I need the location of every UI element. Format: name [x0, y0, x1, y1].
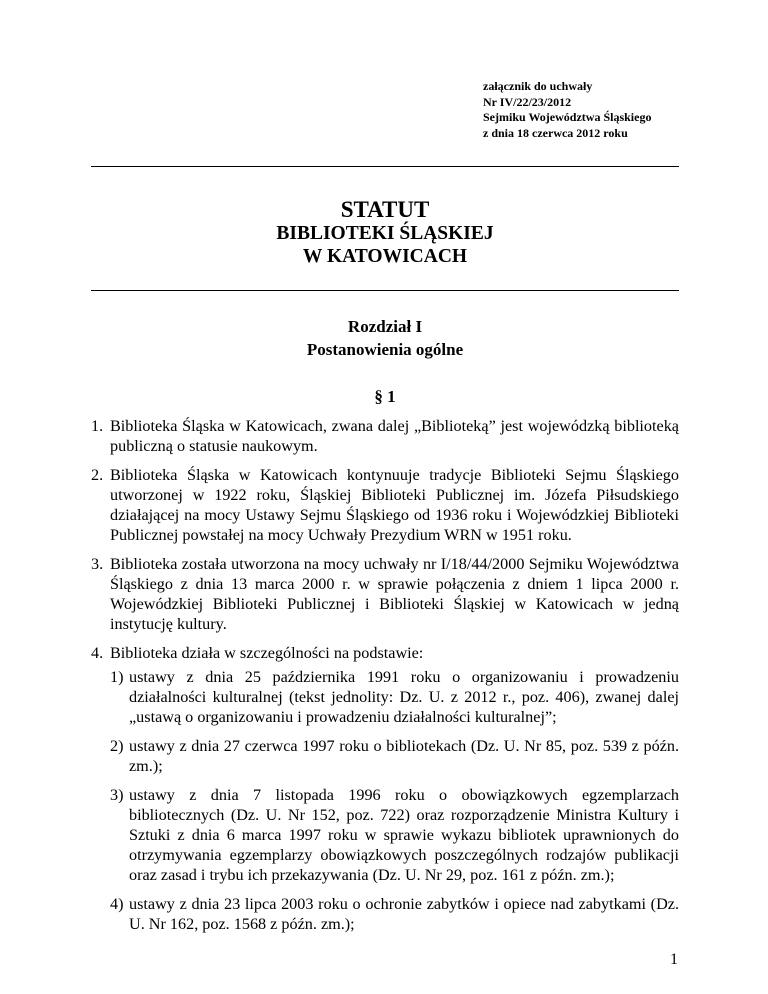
bottom-divider — [91, 290, 679, 291]
subitem-text: ustawy z dnia 25 października 1991 roku o organizowaniu i prowadzeniu działalności kulturalnej (tekst jednolity: Dz. U. z 2012 r., poz. 406), zwanej dalej „ustawą o organizowaniu i prowadzeniu działalności kulturalnej”; — [129, 668, 679, 726]
statute-body — [91, 416, 679, 943]
section-sign: § 1 — [374, 387, 396, 406]
chapter-number: Rozdział I — [347, 317, 423, 336]
attachment-line: z dnia 18 czerwca 2012 roku — [483, 125, 628, 140]
attachment-line: Nr IV/22/23/2012 — [483, 94, 572, 109]
list-item — [91, 554, 679, 634]
item-text: Biblioteka Śląska w Katowicach, zwana dalej „Biblioteką” jest wojewódzką biblioteką publiczną o statusie naukowym. — [110, 417, 679, 455]
item-text: Biblioteka działa w szczególności na podstawie: — [110, 644, 424, 662]
item-text: Biblioteka Śląska w Katowicach kontynuuje tradycje Biblioteki Sejmu Śląskiego utworzonej w 1922 roku, Śląskiej Biblioteki Publicznej im. Józefa Piłsudskiego działającej na mocy Ustawy Sejmu Śląskiego od 1936 roku i Wojewódzkiej Biblioteki Publicznej powstałej na mocy Uchwały Prezydium WRN w 1951 roku. — [110, 466, 679, 544]
item-number: 4. — [91, 644, 104, 662]
subitem-text: ustawy z dnia 23 lipca 2003 roku o ochronie zabytków i opiece nad zabytkami (Dz. U. Nr 162, poz. 1568 z późn. zm.); — [129, 895, 679, 933]
attachment-note — [483, 79, 651, 141]
sub-list-item — [110, 736, 679, 776]
item-text: Biblioteka została utworzona na mocy uchwały nr I/18/44/2000 Sejmiku Województwa Śląskiego z dnia 13 marca 2000 r. w sprawie połączenia z dniem 1 lipca 2000 r. Wojewódzkiej Biblioteki Publicznej i Biblioteki Śląskiej w Katowicach w jedną instytucję kultury. — [110, 555, 679, 633]
chapter-heading — [91, 315, 679, 361]
chapter-name: Postanowienia ogólne — [306, 340, 464, 359]
list-item — [91, 416, 679, 456]
list-item — [91, 643, 679, 663]
subitem-number: 2) — [110, 737, 124, 755]
item-number: 2. — [91, 466, 104, 484]
subitem-number: 4) — [110, 895, 124, 913]
sub-list-item — [110, 894, 679, 934]
sub-list-item — [110, 667, 679, 727]
attachment-line: załącznik do uchwały — [483, 79, 593, 93]
sub-list-item — [110, 785, 679, 885]
list-item — [91, 465, 679, 545]
document-title: STATUT — [340, 197, 430, 222]
item-number: 3. — [91, 555, 104, 573]
item-number: 1. — [91, 417, 104, 435]
document-subtitle — [91, 222, 679, 268]
subitem-text: ustawy z dnia 27 czerwca 1997 roku o bibliotekach (Dz. U. Nr 85, poz. 539 z późn. zm.); — [129, 737, 679, 775]
subtitle-line: BIBLIOTEKI ŚLĄSKIEJ — [276, 223, 494, 244]
page-number: 1 — [670, 951, 678, 968]
subtitle-line: W KATOWICACH — [302, 246, 468, 267]
subitem-text: ustawy z dnia 7 listopada 1996 roku o obowiązkowych egzemplarzach bibliotecznych (Dz. U. Nr 152, poz. 722) oraz rozporządzenie Ministra Kultury i Sztuki z dnia 6 marca 1997 roku w sprawie wykazu bibliotek uprawnionych do otrzymywania egzemplarzy obowiązkowych poszczególnych rodzajów publikacji oraz zasad i trybu ich przekazywania (Dz. U. Nr 29, poz. 161 z późn. zm.); — [129, 786, 679, 884]
attachment-line: Sejmiku Województwa Śląskiego — [483, 110, 652, 124]
top-divider — [91, 166, 679, 167]
subitem-number: 3) — [110, 786, 124, 804]
subitem-number: 1) — [110, 668, 124, 686]
